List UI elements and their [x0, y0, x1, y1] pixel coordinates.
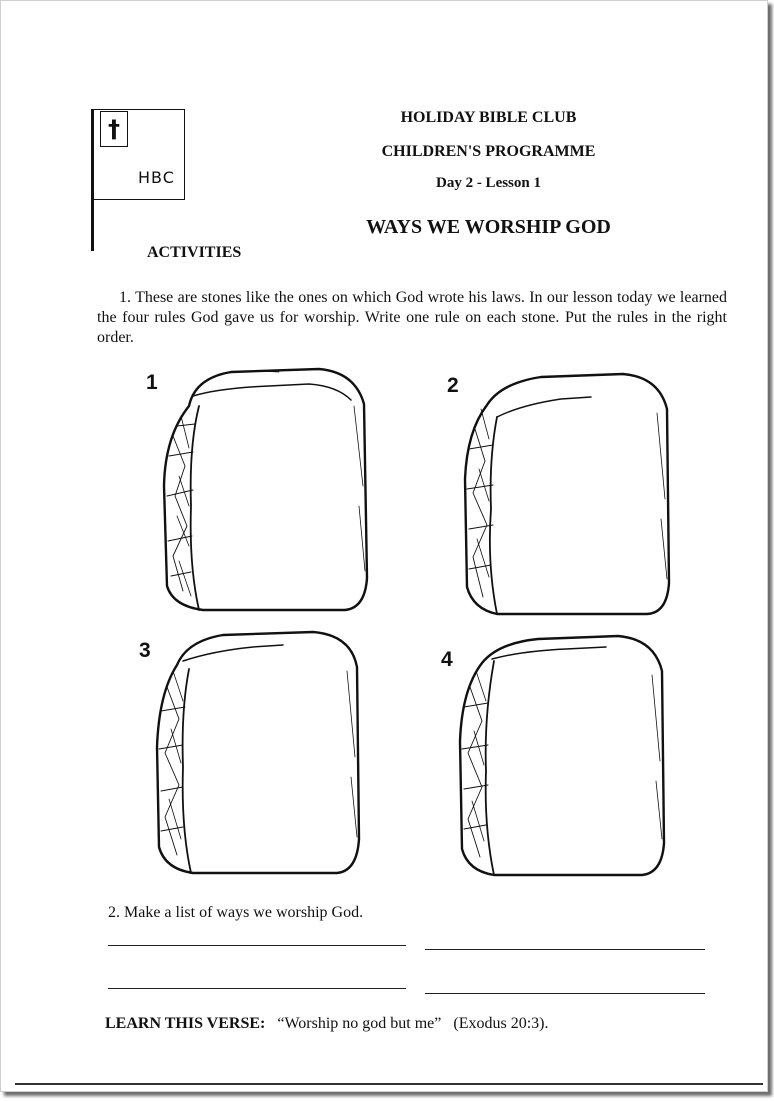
header-programme: CHILDREN'S PROGRAMME [381, 143, 596, 160]
lesson-title: WAYS WE WORSHIP GOD [366, 216, 611, 238]
stone-4-drawing [456, 631, 671, 881]
flag-cloth [94, 109, 185, 200]
stone-tablet-2[interactable] [461, 369, 676, 619]
stone-tablet-1[interactable] [159, 366, 374, 616]
stone-tablet-4[interactable] [456, 631, 671, 881]
answer-line-2[interactable] [425, 949, 705, 950]
verse-spacer-2 [445, 1015, 449, 1032]
activity-1-instruction: 1. These are stones like the ones on which God wrote his laws. In our lesson today we learned the four rules God gave us for worship. Write one rule on each stone. Put the rules in the right order. [97, 289, 727, 346]
activity-2-instruction: 2. Make a list of ways we worship God. [108, 904, 364, 921]
stone-tablet-3[interactable] [153, 627, 368, 877]
stone-number-3: 3 [139, 639, 151, 662]
verse-spacer [269, 1015, 273, 1032]
hbc-flag-logo [91, 109, 191, 254]
cross-icon: † [100, 111, 128, 147]
answer-line-4[interactable] [425, 993, 705, 994]
verse-text: “Worship no god but me” [277, 1015, 442, 1032]
stone-number-4: 4 [441, 648, 453, 671]
answer-line-3[interactable] [108, 988, 406, 989]
header-day-lesson: Day 2 - Lesson 1 [435, 175, 541, 191]
verse-label: LEARN THIS VERSE: [105, 1015, 266, 1032]
verse-reference: (Exodus 20:3). [453, 1015, 549, 1032]
stone-1-drawing [159, 366, 374, 616]
memory-verse [105, 1015, 548, 1033]
header-org: HOLIDAY BIBLE CLUB [400, 109, 577, 126]
stone-3-drawing [153, 627, 368, 877]
answer-line-1[interactable] [108, 945, 406, 946]
section-heading: ACTIVITIES [147, 244, 242, 261]
stone-number-2: 2 [447, 374, 459, 397]
stone-2-drawing [461, 369, 676, 619]
flag-text: HBC [138, 168, 175, 187]
stone-number-1: 1 [146, 371, 158, 394]
bottom-rule [15, 1083, 763, 1085]
